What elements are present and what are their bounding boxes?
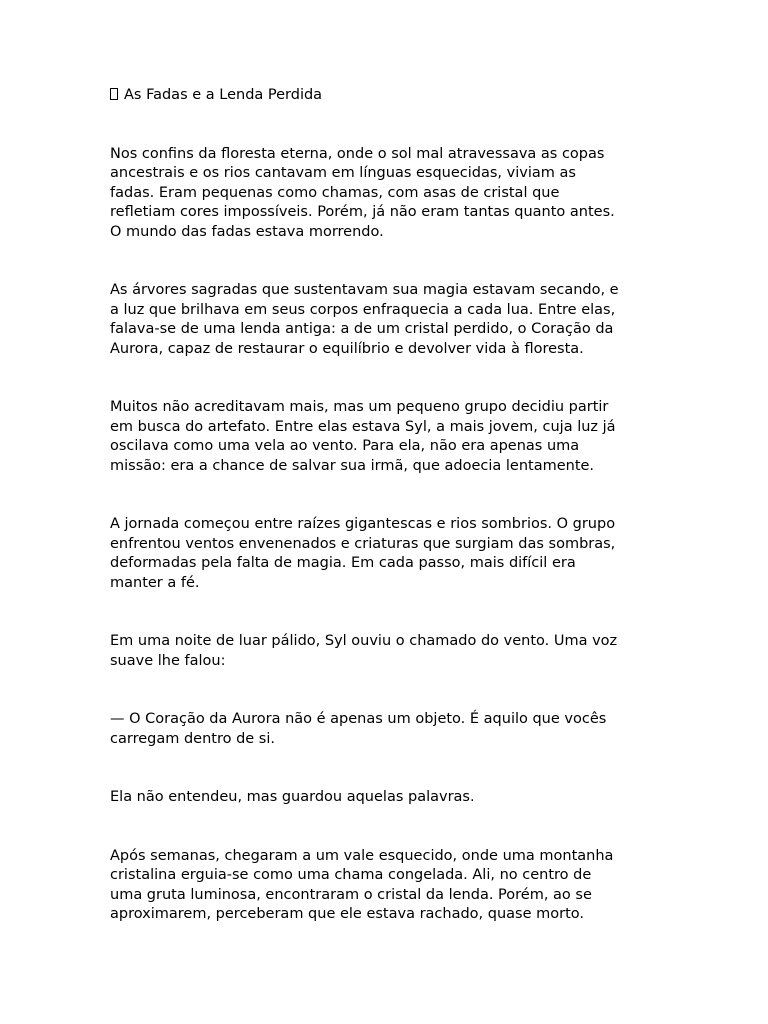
- paragraph-line: Após semanas, chegaram a um vale esquecido, onde uma montanha: [110, 847, 614, 864]
- paragraph-line: Muitos não acreditavam mais, mas um pequeno grupo decidiu partir: [110, 399, 609, 415]
- paragraph-line: O mundo das fadas estava morrendo.: [110, 223, 384, 240]
- missing-glyph-icon: [110, 88, 118, 100]
- story-paragraph: [110, 788, 670, 808]
- paragraph-line: A jornada começou entre raízes gigantescas e rios sombrios. O grupo: [110, 516, 616, 532]
- paragraph-line: missão: era a chance de salvar sua irmã, que adoecia lentamente.: [110, 457, 595, 474]
- paragraph-line: suave lhe falou:: [110, 652, 226, 669]
- title-text: As Fadas e a Lenda Perdida: [124, 87, 323, 103]
- story-body: [110, 145, 670, 925]
- paragraph-line: falava-se de uma lenda antiga: a de um cristal perdido, o Coração da: [110, 321, 614, 337]
- paragraph-line: carregam dentro de si.: [110, 730, 276, 747]
- paragraph-line: Ela não entendeu, mas guardou aquelas palavras.: [110, 789, 475, 805]
- paragraph-line: oscilava como uma vela ao vento. Para ela, não era apenas uma: [110, 438, 580, 454]
- paragraph-line: — O Coração da Aurora não é apenas um objeto. É aquilo que vocês: [110, 711, 607, 727]
- story-paragraph: [110, 398, 670, 476]
- paragraph-line: fadas. Eram pequenas como chamas, com asas de cristal que: [110, 184, 560, 201]
- story-paragraph: [110, 145, 670, 243]
- paragraph-line: As árvores sagradas que sustentavam sua magia estavam secando, e: [110, 282, 619, 298]
- paragraph-line: refletiam cores impossíveis. Porém, já não eram tantas quanto antes.: [110, 204, 615, 220]
- story-paragraph: [110, 281, 670, 359]
- paragraph-line: a luz que brilhava em seus corpos enfraquecia a cada lua. Entre elas,: [110, 301, 616, 318]
- paragraph-line: Nos confins da floresta eterna, onde o sol mal atravessava as copas: [110, 145, 605, 162]
- paragraph-line: Aurora, capaz de restaurar o equilíbrio e devolver vida à floresta.: [110, 340, 584, 357]
- paragraph-line: manter a fé.: [110, 574, 200, 591]
- paragraph-line: em busca do artefato. Entre elas estava Syl, a mais jovem, cuja luz já: [110, 418, 616, 435]
- paragraph-line: ancestrais e os rios cantavam em línguas esquecidas, viviam as: [110, 165, 576, 181]
- story-paragraph: [110, 847, 670, 925]
- paragraph-line: deformadas pela falta de magia. Em cada passo, mais difícil era: [110, 555, 576, 571]
- paragraph-line: enfrentou ventos envenenados e criaturas que surgiam das sombras,: [110, 535, 616, 552]
- document-page: [110, 86, 670, 925]
- paragraph-line: aproximarem, perceberam que ele estava rachado, quase morto.: [110, 906, 584, 922]
- story-paragraph: [110, 632, 670, 671]
- paragraph-line: Em uma noite de luar pálido, Syl ouviu o chamado do vento. Uma voz: [110, 633, 618, 649]
- paragraph-line: cristalina erguia-se como uma chama congelada. Ali, no centro de: [110, 867, 592, 883]
- story-paragraph: [110, 515, 670, 593]
- paragraph-line: uma gruta luminosa, encontraram o cristal da lenda. Porém, ao se: [110, 886, 592, 903]
- story-paragraph: [110, 710, 670, 749]
- document-title: [110, 86, 670, 106]
